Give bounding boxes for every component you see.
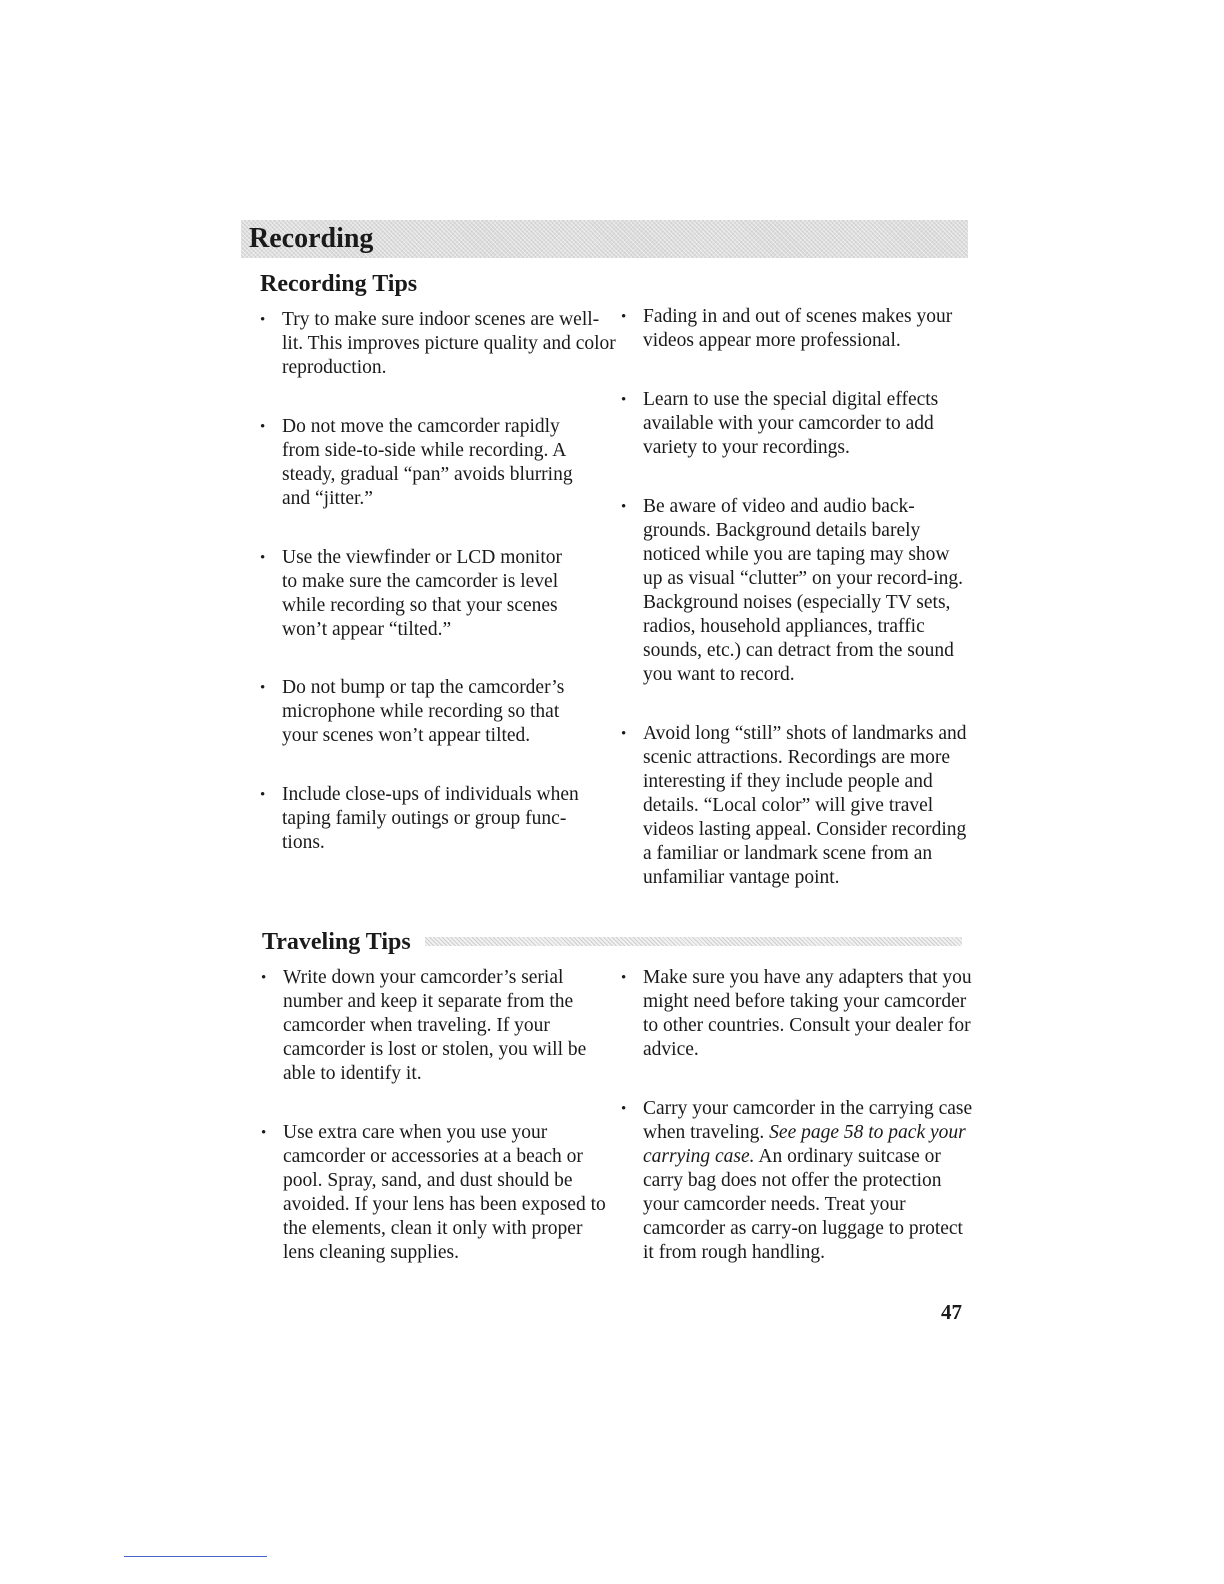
traveling-tip-4 bbox=[621, 1097, 973, 1265]
recording-tip-5: • Include close-ups of individuals when taping family outings or group func-tions. bbox=[260, 783, 602, 855]
page-number: 47 bbox=[941, 1300, 962, 1324]
recording-tip-9: • Avoid long “still” shots of landmarks and scenic attractions. Recordings are more interesting if they include people and details. “Local color” will give travel videos lasting appeal. Consider recording a familiar or landmark scene from an unfamiliar vantage point. bbox=[621, 722, 968, 890]
recording-tip-4: • Do not bump or tap the camcorder’s microphone while recording so that your scenes won’t appear tilted. bbox=[260, 676, 592, 748]
traveling-tips-rule bbox=[425, 937, 962, 946]
section-header-bar bbox=[241, 220, 968, 258]
traveling-tip-2: • Use extra care when you use your camcorder or accessories at a beach or pool. Spray, sand, and dust should be avoided. If your lens has been exposed to the elements, clean it only with proper lens cleaning supplies. bbox=[261, 1121, 618, 1265]
traveling-tip-1: • Write down your camcorder’s serial number and keep it separate from the camcorder when traveling. If your camcorder is lost or stolen, you will be able to identify it. bbox=[261, 966, 613, 1086]
section-title: Recording bbox=[249, 223, 374, 254]
carry-text-after: An ordinary suitcase or carry bag does not offer the protection your camcorder needs. Treat your camcorder as carry-on luggage to protect it from rough handling. bbox=[643, 1146, 963, 1263]
recording-tip-1: • Try to make sure indoor scenes are well-lit. This improves picture quality and color reproduction. bbox=[260, 308, 617, 380]
recording-tip-3: • Use the viewfinder or LCD monitor to make sure the camcorder is level while recording so that your scenes won’t appear “tilted.” bbox=[260, 546, 582, 642]
recording-tip-2: • Do not move the camcorder rapidly from side-to-side while recording. A steady, gradual “pan” avoids blurring and “jitter.” bbox=[260, 415, 582, 511]
footer-line bbox=[124, 1556, 267, 1557]
carry-text-before: Carry your camcorder in the carrying case when traveling. bbox=[643, 1098, 973, 1143]
recording-tip-7: • Learn to use the special digital effects available with your camcorder to add variety to your recordings. bbox=[621, 388, 963, 460]
recording-tip-6: • Fading in and out of scenes makes your videos appear more professional. bbox=[621, 305, 973, 353]
traveling-tips-heading: Traveling Tips bbox=[262, 929, 411, 955]
traveling-tip-3: • Make sure you have any adapters that you might need before taking your camcorder to other countries. Consult your dealer for advice. bbox=[621, 966, 973, 1062]
recording-tips-heading: Recording Tips bbox=[260, 271, 418, 297]
recording-tip-8: • Be aware of video and audio back-grounds. Background details barely noticed while you are taping may show up as visual “clutter” on your record-ing. Background noises (especially TV sets, radios, household appliances, traffic sounds, etc.) can detract from the sound you want to record. bbox=[621, 495, 968, 687]
carry-page-reference: See page 58 to pack your carrying case. bbox=[643, 1122, 966, 1167]
